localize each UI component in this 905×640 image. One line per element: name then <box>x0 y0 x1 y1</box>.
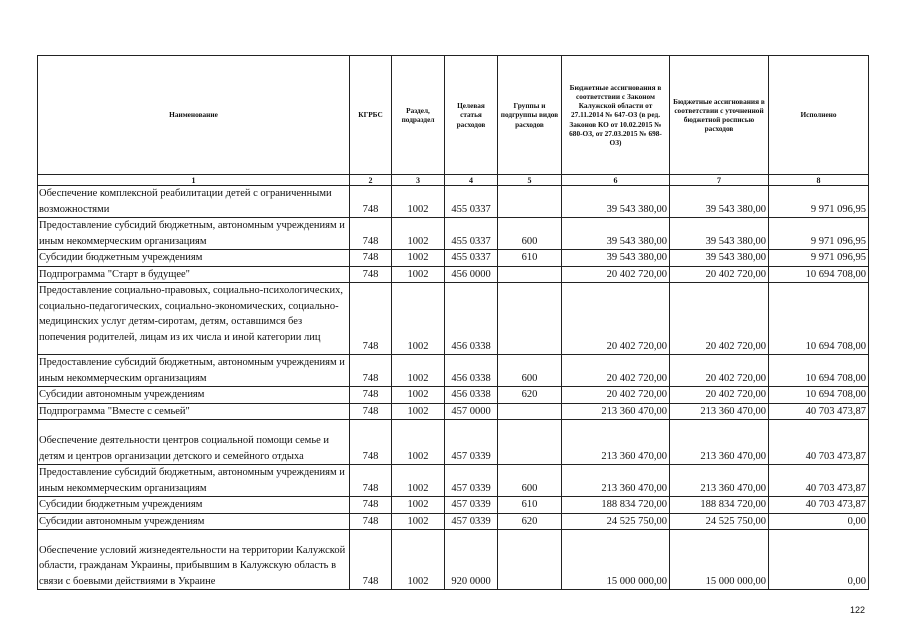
row-executed: 40 703 473,87 <box>769 403 869 420</box>
row-name: Субсидии автономным учреждениям <box>38 513 350 530</box>
row-name: Субсидии бюджетным учреждениям <box>38 250 350 267</box>
row-name: Предоставление социально-правовых, социально-психологических, социально-педагогических, социально-экономических, социально-медицинских услуг детям-сиротам, детям, оставшимся без попечения родителей, лицам из их числа и иной категории лиц <box>38 283 350 355</box>
row-executed: 0,00 <box>769 530 869 590</box>
row-target-article: 456 0338 <box>445 387 498 404</box>
header-section: Раздел, подраздел <box>392 56 445 175</box>
row-law-allocation: 39 543 380,00 <box>562 250 670 267</box>
row-name: Субсидии бюджетным учреждениям <box>38 497 350 514</box>
row-name: Обеспечение деятельности центров социальной помощи семье и детям и центров организации детского и семейного отдыха <box>38 420 350 465</box>
row-section: 1002 <box>392 186 445 218</box>
row-kgrbs: 748 <box>350 403 392 420</box>
column-number: 2 <box>350 175 392 186</box>
row-expense-group <box>498 530 562 590</box>
row-law-allocation: 213 360 470,00 <box>562 420 670 465</box>
row-updated-allocation: 15 000 000,00 <box>670 530 769 590</box>
row-executed: 40 703 473,87 <box>769 497 869 514</box>
row-name: Субсидии автономным учреждениям <box>38 387 350 404</box>
column-number: 8 <box>769 175 869 186</box>
row-name: Подпрограмма "Вместе с семьей" <box>38 403 350 420</box>
row-law-allocation: 39 543 380,00 <box>562 186 670 218</box>
row-target-article: 455 0337 <box>445 218 498 250</box>
table-row <box>38 283 869 355</box>
table-row <box>38 465 869 497</box>
row-law-allocation: 20 402 720,00 <box>562 266 670 283</box>
row-kgrbs: 748 <box>350 513 392 530</box>
row-section: 1002 <box>392 355 445 387</box>
row-updated-allocation: 213 360 470,00 <box>670 420 769 465</box>
row-law-allocation: 188 834 720,00 <box>562 497 670 514</box>
row-name: Обеспечение комплексной реабилитации детей с ограниченными возможностями <box>38 186 350 218</box>
table-row <box>38 420 869 465</box>
header-target-article: Целевая статья расходов <box>445 56 498 175</box>
table-row <box>38 218 869 250</box>
row-section: 1002 <box>392 530 445 590</box>
column-number: 5 <box>498 175 562 186</box>
row-executed: 10 694 708,00 <box>769 355 869 387</box>
row-executed: 9 971 096,95 <box>769 218 869 250</box>
column-number: 6 <box>562 175 670 186</box>
table-row <box>38 387 869 404</box>
row-updated-allocation: 20 402 720,00 <box>670 283 769 355</box>
row-name: Предоставление субсидий бюджетным, автономным учреждениям и иным некоммерческим организациям <box>38 218 350 250</box>
row-updated-allocation: 24 525 750,00 <box>670 513 769 530</box>
column-number: 7 <box>670 175 769 186</box>
row-updated-allocation: 20 402 720,00 <box>670 266 769 283</box>
row-name: Предоставление субсидий бюджетным, автономным учреждениям и иным некоммерческим организациям <box>38 355 350 387</box>
row-kgrbs: 748 <box>350 355 392 387</box>
row-law-allocation: 213 360 470,00 <box>562 465 670 497</box>
row-expense-group: 610 <box>498 250 562 267</box>
row-law-allocation: 24 525 750,00 <box>562 513 670 530</box>
row-executed: 40 703 473,87 <box>769 465 869 497</box>
row-target-article: 920 0000 <box>445 530 498 590</box>
row-expense-group <box>498 186 562 218</box>
table-row <box>38 186 869 218</box>
column-number: 1 <box>38 175 350 186</box>
row-updated-allocation: 188 834 720,00 <box>670 497 769 514</box>
row-law-allocation: 20 402 720,00 <box>562 387 670 404</box>
column-number-row <box>38 175 869 186</box>
row-updated-allocation: 39 543 380,00 <box>670 250 769 267</box>
row-expense-group: 600 <box>498 355 562 387</box>
row-section: 1002 <box>392 387 445 404</box>
row-updated-allocation: 39 543 380,00 <box>670 186 769 218</box>
row-section: 1002 <box>392 465 445 497</box>
row-expense-group <box>498 266 562 283</box>
row-expense-group <box>498 283 562 355</box>
row-kgrbs: 748 <box>350 387 392 404</box>
row-name: Предоставление субсидий бюджетным, автономным учреждениям и иным некоммерческим организациям <box>38 465 350 497</box>
row-executed: 10 694 708,00 <box>769 283 869 355</box>
row-kgrbs: 748 <box>350 283 392 355</box>
row-expense-group <box>498 403 562 420</box>
row-target-article: 455 0337 <box>445 250 498 267</box>
row-executed: 0,00 <box>769 513 869 530</box>
row-updated-allocation: 213 360 470,00 <box>670 403 769 420</box>
row-kgrbs: 748 <box>350 497 392 514</box>
row-law-allocation: 15 000 000,00 <box>562 530 670 590</box>
page-number: 122 <box>850 605 866 615</box>
table-row <box>38 513 869 530</box>
table-row <box>38 530 869 590</box>
table-row <box>38 266 869 283</box>
row-law-allocation: 20 402 720,00 <box>562 283 670 355</box>
table-row <box>38 355 869 387</box>
row-kgrbs: 748 <box>350 465 392 497</box>
row-executed: 10 694 708,00 <box>769 266 869 283</box>
row-target-article: 457 0339 <box>445 465 498 497</box>
row-section: 1002 <box>392 497 445 514</box>
row-target-article: 457 0339 <box>445 497 498 514</box>
row-law-allocation: 39 543 380,00 <box>562 218 670 250</box>
row-kgrbs: 748 <box>350 250 392 267</box>
row-updated-allocation: 20 402 720,00 <box>670 355 769 387</box>
row-updated-allocation: 20 402 720,00 <box>670 387 769 404</box>
row-executed: 40 703 473,87 <box>769 420 869 465</box>
row-expense-group <box>498 420 562 465</box>
row-target-article: 455 0337 <box>445 186 498 218</box>
row-section: 1002 <box>392 266 445 283</box>
table-row <box>38 250 869 267</box>
table-row <box>38 497 869 514</box>
row-target-article: 456 0338 <box>445 283 498 355</box>
row-target-article: 457 0000 <box>445 403 498 420</box>
row-expense-group: 620 <box>498 513 562 530</box>
row-updated-allocation: 39 543 380,00 <box>670 218 769 250</box>
row-law-allocation: 20 402 720,00 <box>562 355 670 387</box>
row-updated-allocation: 213 360 470,00 <box>670 465 769 497</box>
header-kgrbs: КГРБС <box>350 56 392 175</box>
row-section: 1002 <box>392 513 445 530</box>
row-expense-group: 600 <box>498 218 562 250</box>
row-section: 1002 <box>392 420 445 465</box>
column-number: 4 <box>445 175 498 186</box>
row-expense-group: 610 <box>498 497 562 514</box>
header-name: Наименование <box>38 56 350 175</box>
row-target-article: 456 0338 <box>445 355 498 387</box>
row-kgrbs: 748 <box>350 530 392 590</box>
row-executed: 9 971 096,95 <box>769 250 869 267</box>
header-law-allocations: Бюджетные ассигнования в соответствии с Законом Калужской области от 27.11.2014 № 647-ОЗ (в ред. Законов КО от 10.02.2015 № 680-ОЗ, от 27.03.2015 № 698-ОЗ) <box>562 56 670 175</box>
header-expense-groups: Группы и подгруппы видов расходов <box>498 56 562 175</box>
row-kgrbs: 748 <box>350 266 392 283</box>
row-section: 1002 <box>392 283 445 355</box>
row-target-article: 456 0000 <box>445 266 498 283</box>
table-row <box>38 403 869 420</box>
row-law-allocation: 213 360 470,00 <box>562 403 670 420</box>
row-name: Подпрограмма "Старт в будущее" <box>38 266 350 283</box>
row-expense-group: 600 <box>498 465 562 497</box>
row-executed: 10 694 708,00 <box>769 387 869 404</box>
header-row <box>38 56 869 175</box>
row-executed: 9 971 096,95 <box>769 186 869 218</box>
row-section: 1002 <box>392 250 445 267</box>
header-updated-allocations: Бюджетные ассигнования в соответствии с уточненной бюджетной росписью расходов <box>670 56 769 175</box>
row-expense-group: 620 <box>498 387 562 404</box>
header-executed: Исполнено <box>769 56 869 175</box>
row-target-article: 457 0339 <box>445 513 498 530</box>
budget-execution-table <box>37 55 869 590</box>
row-kgrbs: 748 <box>350 420 392 465</box>
row-section: 1002 <box>392 403 445 420</box>
row-target-article: 457 0339 <box>445 420 498 465</box>
row-name: Обеспечение условий жизнедеятельности на территории Калужской области, гражданам Украины, прибывшим в Калужскую область в связи с боевыми действиями в Украине <box>38 530 350 590</box>
row-section: 1002 <box>392 218 445 250</box>
row-kgrbs: 748 <box>350 186 392 218</box>
row-kgrbs: 748 <box>350 218 392 250</box>
column-number: 3 <box>392 175 445 186</box>
